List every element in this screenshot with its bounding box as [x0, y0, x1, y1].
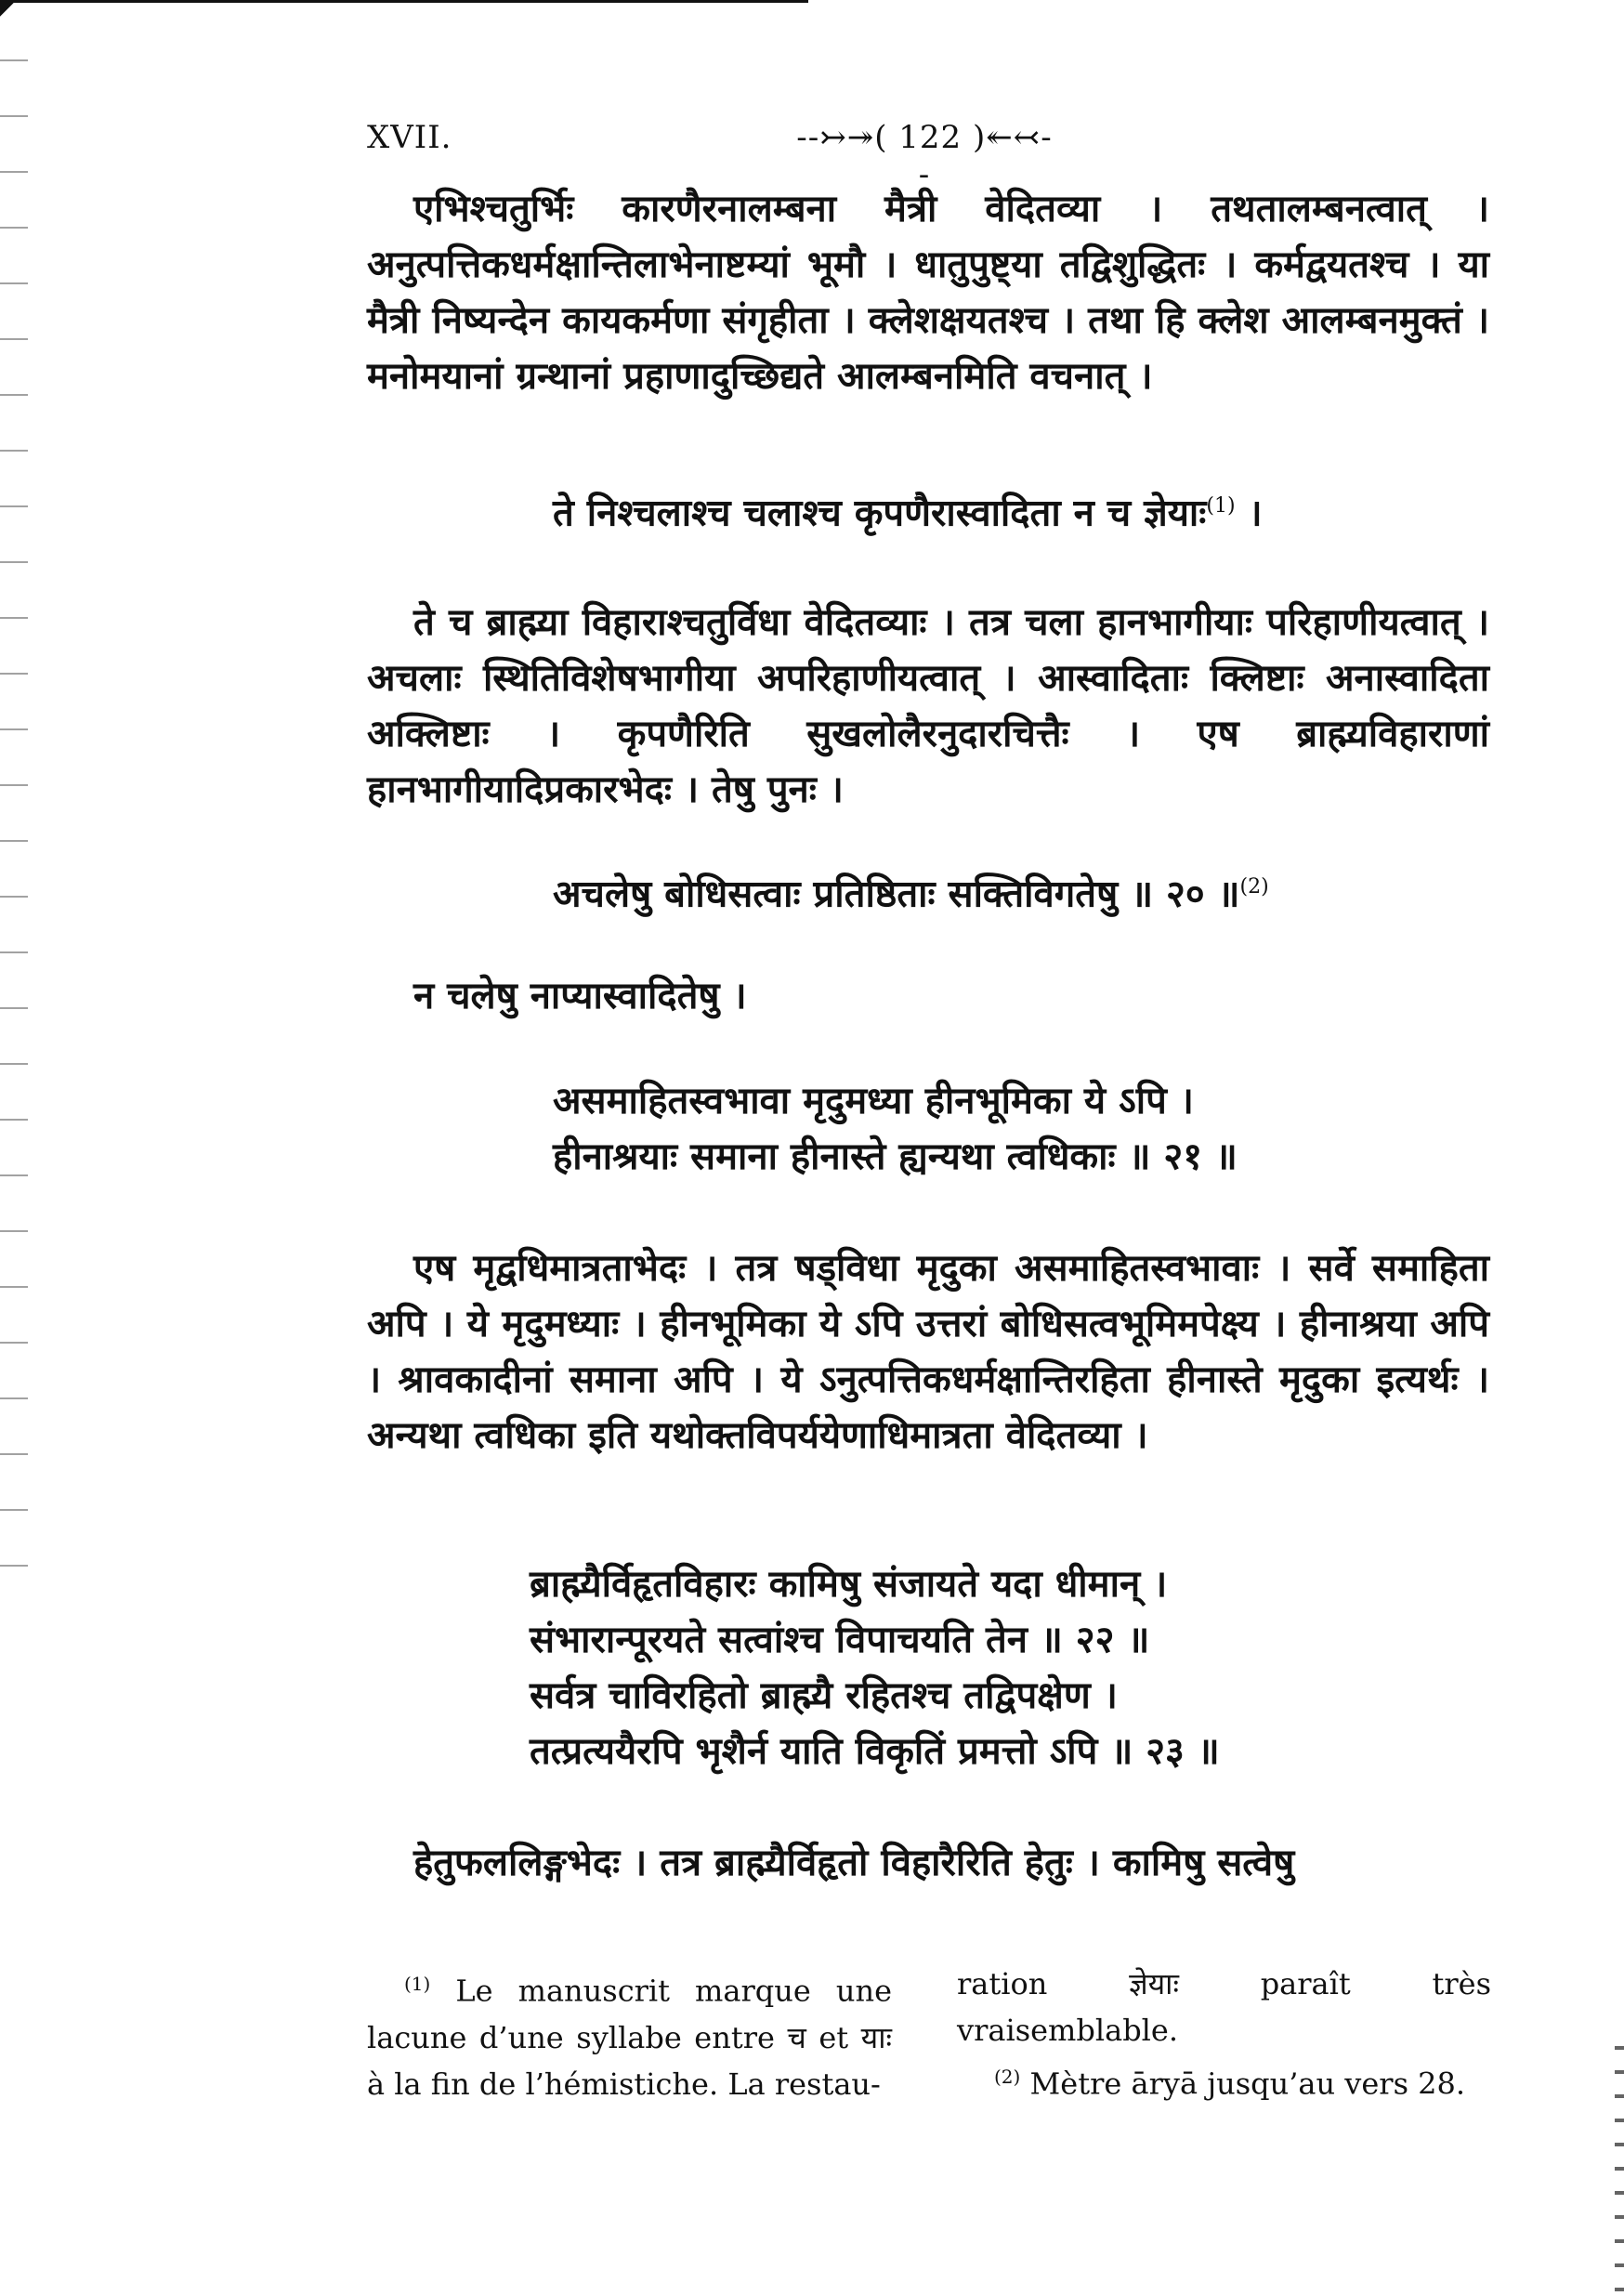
- footnote-1-continuation: ration ज्ञेयाः paraît très vraisemblable.: [957, 1966, 1491, 2048]
- verse-4: [530, 1556, 1220, 1779]
- verse-1-end: ।: [1235, 491, 1263, 535]
- footnotes: [367, 1961, 1491, 2109]
- footnote-2-text: Mètre āryā jusqu’au vers 28.: [1029, 2066, 1466, 2102]
- footnote-2: [957, 2053, 1491, 2107]
- paragraph-4: एष मृद्वधिमात्रताभेदः । तत्र षड्विधा मृदुका असमाहितस्वभावाः । सर्वे समाहिता अपि । ये मृदुमध्याः । हीनभूमिका ये ऽपि उत्तरां बोधिसत्वभूमिमपेक्ष्य । हीनाश्रया अपि । श्रावकादीनां समाना अपि । ये ऽनुत्पत्तिकधर्मक्षान्तिरहिता हीनास्ते मृदुका इत्यर्थः । अन्यथा त्वधिका इति यथोक्तविपर्ययेणाधिमात्रता वेदितव्या ।: [367, 1246, 1489, 1457]
- footnote-2-marker: (2): [994, 2066, 1021, 2088]
- footnote-ref-2: (2): [1239, 875, 1269, 899]
- scan-edge-left: [0, 28, 28, 1607]
- paragraph-3: न चलेषु नाप्यास्वादितेषु ।: [413, 974, 747, 1017]
- verse-2-text: अचलेषु बोधिसत्वाः प्रतिष्ठिताः सक्तिविगतेषु ॥ २० ॥: [553, 872, 1240, 916]
- verse-line: हीनाश्रयाः समाना हीनास्ते ह्यन्यथा त्वधिकाः ॥ २१ ॥: [553, 1135, 1238, 1178]
- paragraph-1: एभिश्चतुर्भिः कारणैरनालम्बना मैत्री वेदितव्या । तथतालम्बनत्वात् । अनुत्पत्तिकधर्मक्षान्तिलाभेनाष्टम्यां भूमौ । धातुपुष्ट्या तद्विशुद्धितः । कर्मद्वयतश्च । या मैत्री निष्यन्देन कायकर्मणा संगृहीता । क्लेशक्षयतश्च । तथा हि क्लेश आलम्बनमुक्तं । मनोमयानां ग्रन्थानां प्रहाणादुच्छिद्यते आलम्बनमिति वचनात् ।: [367, 187, 1489, 398]
- verse-line: सर्वत्र चाविरहितो ब्राह्म्यै रहितश्च तद्विपक्षेण ।: [530, 1673, 1118, 1717]
- verse-2: [553, 859, 1269, 922]
- paragraph-5: हेतुफललिङ्गभेदः । तत्र ब्राह्म्यैर्विहृतो विहारैरिति हेतुः । कामिषु सत्वेषु: [413, 1841, 1295, 1884]
- scan-edge-right: [1615, 2026, 1624, 2296]
- scan-edge-top: [0, 0, 808, 3]
- footnote-ref-1: (1): [1206, 494, 1236, 518]
- running-head: [367, 119, 1489, 193]
- verse-line: तत्प्रत्ययैरपि भृशैर्न याति विकृतिं प्रमत्तो ऽपि ॥ २३ ॥: [530, 1729, 1220, 1773]
- footnote-1-marker: (1): [404, 1973, 431, 1995]
- verse-1-text: ते निश्चलाश्च चलाश्च कृपणैरास्वादिता न च ज्ञेयाः: [553, 491, 1207, 535]
- footnote-1-text: Le manuscrit marque une lacune d’une syllabe entre च et याः à la fin de l’hémistiche. La restau-: [367, 1973, 892, 2102]
- verse-line: असमाहितस्वभावा मृदुमध्या हीनभूमिका ये ऽपि ।: [553, 1079, 1194, 1122]
- scan-corner-mark: [0, 0, 20, 20]
- paragraph-2: ते च ब्राह्म्या विहाराश्चतुर्विधा वेदितव्याः । तत्र चला हानभागीयाः परिहाणीयत्वात् । अचलाः स्थितिविशेषभागीया अपरिहाणीयत्वात् । आस्वादिताः क्लिष्टाः अनास्वादिता अक्लिष्टाः । कृपणैरिति सुखलोलैरनुदारचित्तैः । एष ब्राह्म्यविहाराणां हानभागीयादिप्रकारभेदः । तेषु पुनः ।: [367, 600, 1489, 811]
- verse-3: [553, 1073, 1238, 1185]
- verse-line: संभारान्पूरयते सत्वांश्च विपाचयति तेन ॥ २२ ॥: [530, 1618, 1150, 1661]
- chapter-number: XVII.: [367, 119, 452, 156]
- verse-line: ब्राह्म्यैर्विहृतविहारः कामिषु संजायते यदा धीमान् ।: [530, 1562, 1168, 1606]
- page-number: --↣↠( 122 )↞↢--: [796, 119, 1053, 193]
- verse-1: [553, 479, 1263, 541]
- footnote-1: [367, 1961, 892, 2107]
- footnote-column-right: [957, 1961, 1491, 2107]
